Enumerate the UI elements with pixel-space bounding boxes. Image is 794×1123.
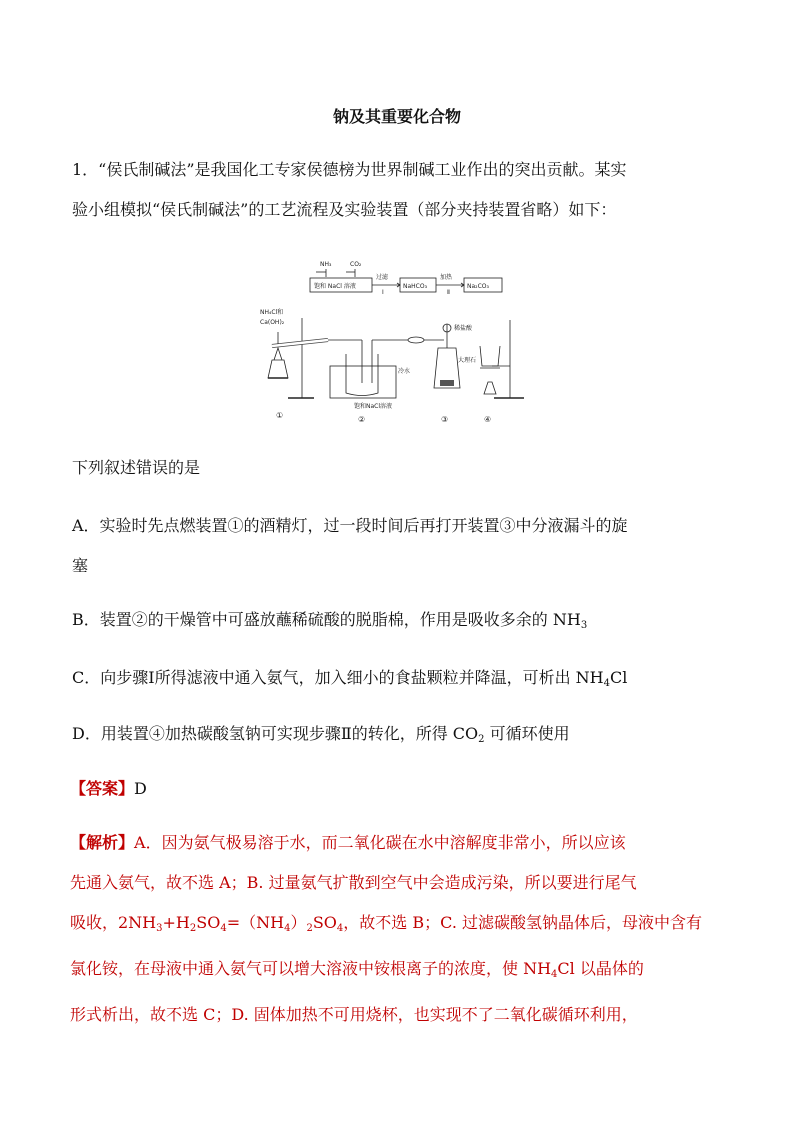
answer-label: 【答案】 [70, 779, 135, 798]
option-a [72, 506, 732, 586]
option-a-line-2: 塞 [72, 556, 89, 575]
analysis-line-2: 先通入氨气，故不选 A；B. 过量氨气扩散到空气中会造成污染，所以要进行尾气 [70, 873, 637, 892]
answer-line [70, 769, 730, 809]
analysis-block [70, 823, 740, 1035]
option-b-text: B．装置②的干燥管中可盛放蘸稀硫酸的脱脂棉，作用是吸收多余的 NH [72, 610, 581, 629]
flow-step2-label: 加热 [440, 274, 453, 281]
analysis-line-5: 形式析出，故不选 C；D. 固体加热不可用烧杯，也实现不了二氧化碳循环利用， [70, 1005, 638, 1024]
apparatus-num-2: ② [358, 415, 366, 424]
stem-line-2: 验小组模拟“侯氏制碱法”的工艺流程及实验装置（部分夹持装置省略）如下： [72, 200, 617, 219]
flow-co2-label: CO₂ [350, 261, 362, 268]
apparatus-num-1: ① [276, 411, 284, 420]
option-d-text: D．用装置④加热碳酸氢钠可实现步骤Ⅱ的转化，所得 CO [72, 724, 479, 743]
answer-value: D [134, 779, 147, 798]
reagent-label-1: NH₄Cl和 [260, 309, 284, 316]
acid-label: 稀盐酸 [454, 325, 473, 332]
apparatus-1 [260, 308, 362, 420]
flow-box-na2co3: Na₂CO₃ [467, 283, 489, 290]
nacl-solution-label: 饱和NaCl溶液 [354, 403, 393, 410]
analysis-label: 【解析】 [70, 833, 135, 852]
marble-label: 大理石 [458, 357, 477, 364]
option-c-text: C．向步骤Ⅰ所得滤液中通入氨气，加入细小的食盐颗粒并降温，可析出 NH [72, 668, 604, 687]
option-c-post: Cl [609, 668, 628, 687]
option-d-sub: 2 [478, 734, 485, 745]
flow-step1-num: Ⅰ [382, 289, 384, 296]
flow-step1-label: 过滤 [376, 274, 389, 281]
apparatus-3 [424, 324, 476, 424]
analysis-line-4: 氯化铵，在母液中通入氨气可以增大溶液中铵根离子的浓度，使 $NH_4Cl$ 以晶体的 [70, 959, 644, 980]
apparatus-num-3: ③ [441, 415, 449, 424]
flow-box-nahco3: NaHCO₃ [403, 283, 427, 290]
apparatus-4 [480, 320, 524, 424]
option-c [72, 658, 732, 704]
option-b-sub: 3 [580, 620, 588, 631]
page-title: 钠及其重要化合物 [332, 107, 461, 126]
analysis-line-1 [70, 823, 740, 863]
flow-nh3-label: NH₃ [320, 261, 332, 268]
analysis-text-1: A．因为氨气极易溶于水，而二氧化碳在水中溶解度非常小，所以应该 [134, 833, 626, 852]
apparatus-figure [258, 248, 534, 430]
question-stem [72, 150, 732, 230]
question-prompt: 下列叙述错误的是 [72, 458, 201, 477]
option-a-line-1: A．实验时先点燃装置①的酒精灯，过一段时间后再打开装置③中分液漏斗的旋 [72, 516, 628, 535]
option-d [72, 714, 732, 760]
apparatus-num-4: ④ [484, 415, 492, 424]
option-c-sub: 4 [603, 678, 610, 689]
coldwater-label: 冷水 [398, 368, 411, 375]
option-b [72, 600, 732, 646]
stem-line-1: 1．“侯氏制碱法”是我国化工专家侯德榜为世界制碱工业作出的突出贡献。某实 [72, 160, 627, 179]
process-flow-chart [310, 261, 502, 296]
reagent-label-2: Ca(OH)₂ [260, 319, 285, 326]
apparatus-2 [330, 337, 424, 424]
option-d-post: 可循环使用 [484, 724, 570, 743]
flow-step2-num: Ⅱ [447, 289, 450, 296]
analysis-line-3: 吸收，$2NH_3+H_2SO_4=(NH_4)_2SO_4$，故不选 B；C. 过滤碳酸氢钠晶体后，母液中含有 [70, 913, 702, 934]
flow-box-nacl: 饱和 NaCl 溶液 [314, 283, 356, 290]
